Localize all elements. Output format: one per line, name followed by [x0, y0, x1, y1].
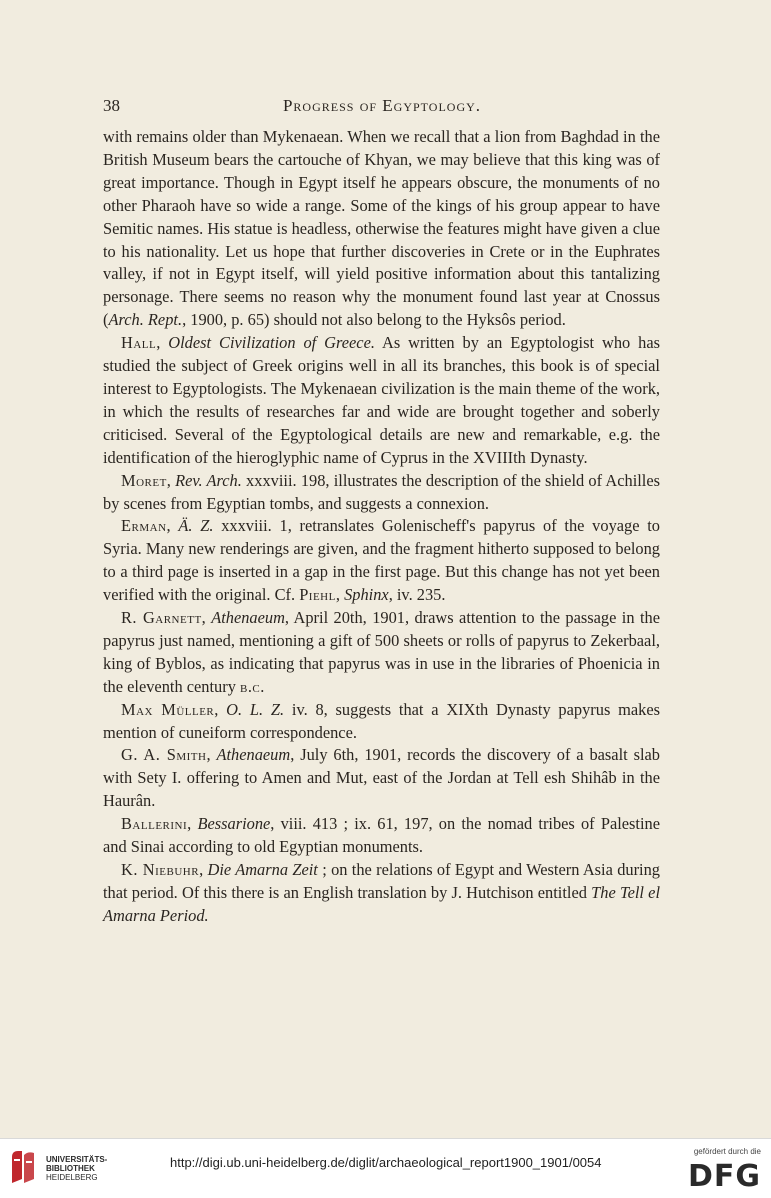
viewer-footer: [0, 1138, 771, 1198]
citation-title: The Tell el Amarna Period.: [103, 882, 660, 925]
library-name-line1: UNIVERSITÄTS-: [46, 1155, 108, 1164]
running-head: Progress of Egyptology.: [282, 96, 482, 115]
citation-title: Athenaeum: [211, 608, 285, 628]
author-name: R. Garnett: [121, 608, 202, 628]
page-header: [103, 96, 661, 120]
citation-title: Athenaeum: [216, 745, 291, 765]
library-logo-icon: [8, 1149, 38, 1185]
paragraph: [103, 126, 660, 332]
text-run: iv. 8, suggests that a XIXth Dynasty papyrus makes mention of cuneiform correspondence.: [103, 699, 660, 742]
author-name: G. A. Smith: [121, 745, 207, 765]
citation-title: Arch. Rept.: [108, 310, 183, 330]
text-run: , iv. 235.: [388, 585, 446, 605]
author-name: Ballerini: [121, 814, 188, 834]
paragraph: [103, 859, 660, 928]
text-run: xxxviii. 198, illustrates the description of the shield of Achilles by scenes from Egyptian tombs, and suggests a connexion.: [103, 470, 661, 513]
text-run: xxxviii. 1, retranslates Golenischeff's papyrus of the voyage to Syria. Many new renderings are given, and the fragment hitherto supposed to belong to a third page is inserted in a gap in the first page. But this change has not yet been verified with the original. Cf.: [103, 516, 661, 605]
text-run: , April 20th, 1901, draws attention to the passage in the papyrus just named, mentioning a gift of 500 sheets or rolls of papyrus to Zekerbaal, king of Byblos, as indicating that papyrus was in use in the libraries of Phoenicia in the eleventh century: [103, 608, 660, 696]
text-run: ,: [187, 814, 198, 834]
text-run: , viii. 413 ; ix. 61, 197, on the nomad tribes of Palestine and Sinai according to old Egyptian monuments.: [103, 814, 661, 857]
citation-title: Oldest Civilization of Greece.: [168, 333, 375, 353]
text-run: , July 6th, 1901, records the discovery of a basalt slab with Sety I. offering to Amen and Mut, east of the Jordan at Tell esh Shihâb in the Haurân.: [103, 745, 660, 811]
author-name: Erman: [121, 516, 167, 536]
permalink[interactable]: http://digi.ub.uni-heidelberg.de/diglit/archaeological_report1900_1901/0054: [170, 1155, 602, 1170]
text-run: ,: [166, 470, 176, 490]
text-run: ,: [199, 860, 208, 879]
text-run: , 1900, p. 65) should not also belong to the Hyksôs period.: [182, 310, 566, 330]
author-name: Moret: [121, 470, 167, 490]
paragraph: [103, 813, 660, 859]
citation-title: O. L. Z.: [226, 699, 285, 719]
citation-title: Ä. Z.: [178, 516, 214, 536]
page-number: 38: [103, 96, 120, 115]
text-run: with remains older than Mykenaean. When we recall that a lion from Baghdad in the British Museum bears the cartouche of Khyan, we may believe that this king was of great importance. Though in Egypt itself he appears obscure, the monuments of no other Pharaoh have so wide a range. Some of the kings of his group appear to have Semitic names. His statue is headless, otherwise the features might have given a clue to his nationality. Let us hope that further discoveries in Crete or in the Euphrates valley, if not in Egypt itself, will yield positive information about this tantalizing personage. There seems no reason why the monument found last year at Cnossus (: [103, 127, 660, 330]
text-run: ,: [201, 608, 212, 628]
text-run: ,: [156, 333, 169, 353]
author-name: b.c.: [239, 676, 265, 696]
text-run: ,: [166, 516, 179, 536]
body-text: [103, 126, 660, 928]
citation-title: Bessarione: [197, 814, 271, 834]
citation-title: Die Amarna Zeit: [207, 860, 318, 879]
text-run: As written by an Egyptologist who has studied the subject of Greek origins well in all its branches, this book is of special interest to Egyptologists. The Mykenaean civilization is the main theme of the work, in which the results of researches far and wide are brought together and soberly criticised. Several of the Egyptological details are new and remarkable, e.g. the identification of the hieroglyphic name of Cyprus in the XVIIIth Dynasty.: [103, 333, 660, 467]
paragraph: [103, 607, 660, 699]
citation-title: Sphinx: [344, 585, 389, 605]
library-name: [46, 1155, 107, 1182]
paragraph: [103, 470, 660, 516]
text-run: ,: [214, 699, 227, 719]
author-name: Max Müller: [121, 699, 215, 719]
text-run: ,: [335, 585, 345, 605]
funded-by-label: gefördert durch die: [693, 1147, 761, 1156]
author-name: K. Niebuhr: [121, 860, 200, 879]
dfg-logo: DFG: [687, 1159, 761, 1194]
library-name-line3: HEIDELBERG: [46, 1173, 98, 1182]
author-name: Piehl: [299, 585, 336, 605]
citation-title: Rev. Arch.: [175, 470, 242, 490]
text-run: ,: [206, 745, 217, 765]
text-run: ; on the relations of Egypt and Western Asia during that period. Of this there is an English translation by J. Hutchison entitled: [103, 860, 660, 902]
author-name: Hall: [121, 333, 157, 353]
paragraph: [103, 332, 660, 469]
paragraph: [103, 699, 660, 745]
paragraph: [103, 515, 660, 607]
paragraph: [103, 744, 660, 813]
library-name-line2: BIBLIOTHEK: [46, 1164, 95, 1173]
